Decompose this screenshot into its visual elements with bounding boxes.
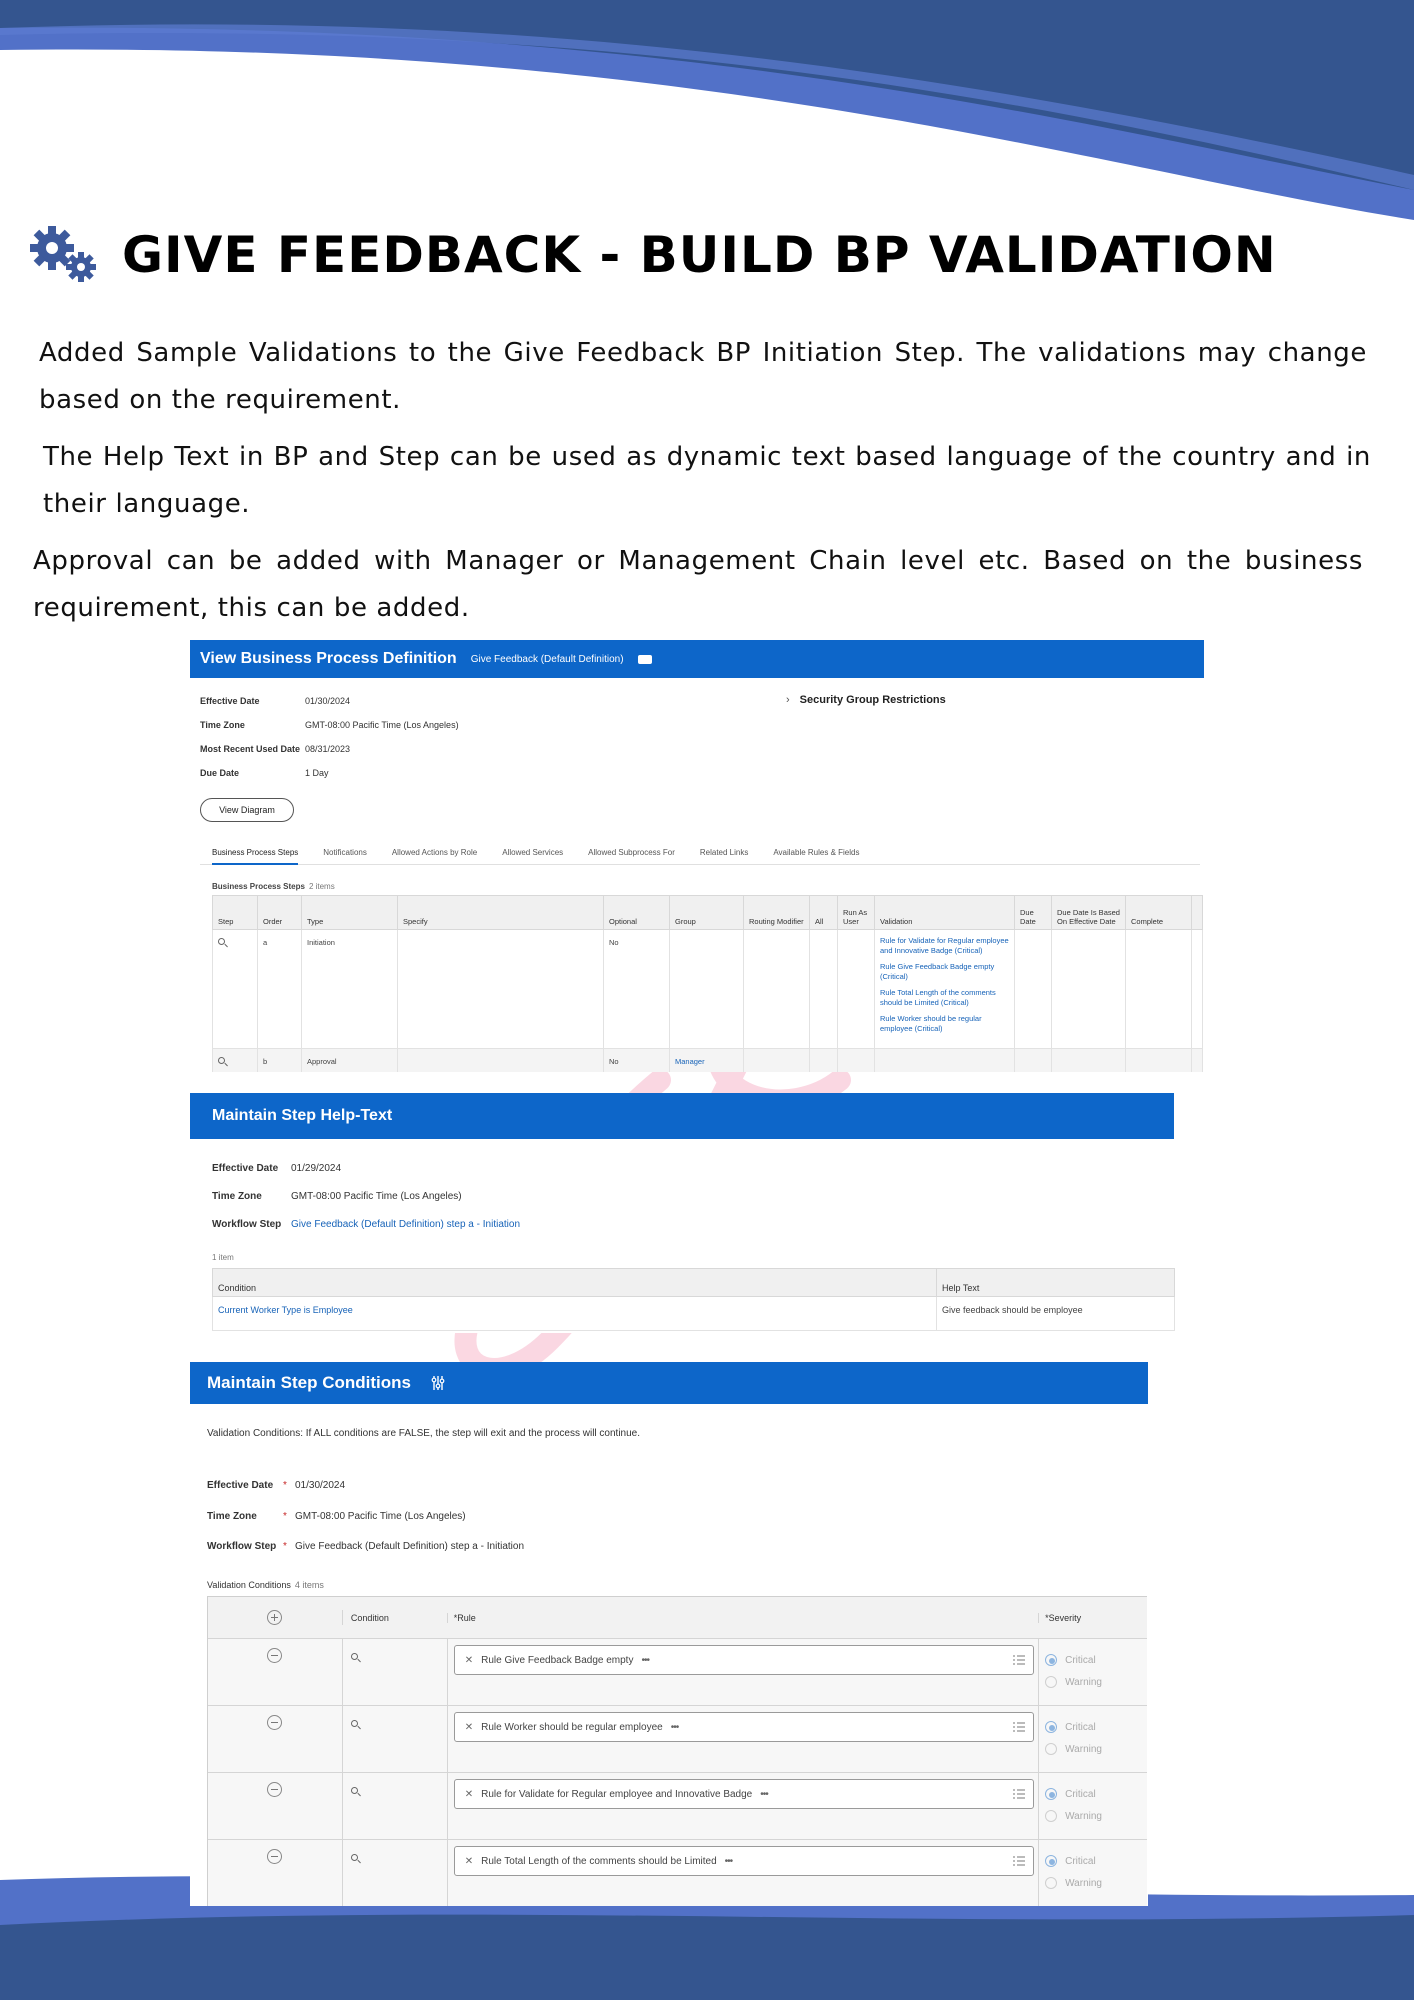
validation-rule-link[interactable]: Rule Give Feedback Badge empty (Critical) bbox=[880, 962, 995, 981]
col-routing-modifier: Routing Modifier bbox=[744, 896, 810, 930]
table-row bbox=[208, 1639, 1147, 1706]
severity-critical-radio[interactable]: Critical bbox=[1045, 1850, 1147, 1872]
close-icon[interactable]: ✕ bbox=[464, 1855, 474, 1867]
col-group: Group bbox=[670, 896, 744, 930]
search-icon[interactable] bbox=[351, 1854, 358, 1861]
table-row bbox=[208, 1840, 1147, 1906]
security-group-restrictions-link[interactable]: › Security Group Restrictions bbox=[786, 694, 946, 706]
top-wave-banner bbox=[0, 0, 1414, 240]
bp-definition-subtitle: Give Feedback (Default Definition) bbox=[470, 653, 624, 665]
col-help-text: Help Text bbox=[937, 1269, 1175, 1297]
condition-link[interactable]: Current Worker Type is Employee bbox=[213, 1297, 937, 1331]
col-due-date: Due Date bbox=[1015, 896, 1052, 930]
more-icon: ••• bbox=[724, 1855, 733, 1867]
col-complete: Complete bbox=[1126, 896, 1192, 930]
tab-allowed-services[interactable]: Allowed Services bbox=[502, 848, 564, 857]
remove-row-icon[interactable] bbox=[267, 1782, 282, 1797]
severity-warning-radio[interactable]: Warning bbox=[1045, 1738, 1147, 1760]
bp-steps-table bbox=[212, 895, 1203, 1072]
table-row bbox=[213, 1297, 1175, 1331]
tab-related-links[interactable]: Related Links bbox=[699, 848, 749, 857]
gears-icon bbox=[26, 222, 102, 288]
tab-business-process-steps[interactable]: Business Process Steps bbox=[212, 845, 298, 865]
table-row bbox=[208, 1706, 1147, 1773]
rule-selector[interactable]: ✕ Rule Total Length of the comments should be Limited ••• bbox=[454, 1846, 1034, 1876]
table-header-row bbox=[213, 1269, 1175, 1297]
tab-allowed-subprocess-for[interactable]: Allowed Subprocess For bbox=[588, 848, 675, 857]
tab-available-rules-fields[interactable]: Available Rules & Fields bbox=[773, 848, 860, 857]
remove-row-icon[interactable] bbox=[267, 1648, 282, 1663]
page-title: GIVE FEEDBACK - BUILD BP VALIDATION bbox=[122, 226, 1277, 284]
more-icon: ••• bbox=[641, 1654, 649, 1666]
validation-rule-link[interactable]: Rule Worker should be regular employee (Critical) bbox=[880, 1014, 982, 1033]
table-header-row bbox=[208, 1597, 1147, 1639]
close-icon[interactable]: ✕ bbox=[464, 1654, 474, 1666]
more-icon: ••• bbox=[670, 1721, 679, 1733]
search-icon[interactable] bbox=[218, 938, 225, 945]
list-icon bbox=[1013, 1789, 1025, 1799]
table-header-row bbox=[213, 896, 1203, 930]
validation-note: Validation Conditions: If ALL conditions are FALSE, the step will exit and the process will continue. bbox=[207, 1428, 641, 1439]
bp-definition-title: View Business Process Definition bbox=[200, 650, 457, 667]
steps-section-label: Business Process Steps 2 items bbox=[212, 882, 335, 891]
search-icon[interactable] bbox=[218, 1057, 225, 1064]
title-row bbox=[26, 222, 1277, 288]
sliders-icon[interactable] bbox=[431, 1375, 445, 1391]
col-specify: Specify bbox=[398, 896, 604, 930]
col-type: Type bbox=[302, 896, 398, 930]
close-icon[interactable]: ✕ bbox=[464, 1721, 474, 1733]
search-icon[interactable] bbox=[351, 1787, 358, 1794]
validation-rule-link[interactable]: Rule for Validate for Regular employee and Innovative Badge (Critical) bbox=[880, 936, 1009, 955]
validation-cell bbox=[875, 930, 1015, 1049]
intro-paragraph-3: Approval can be added with Manager or Management Chain level etc. Based on the business requirement, this can be added. bbox=[33, 546, 1363, 623]
severity-warning-radio[interactable]: Warning bbox=[1045, 1805, 1147, 1827]
col-severity: *Severity bbox=[1045, 1612, 1082, 1623]
help-text-screenshot: Maintain Step Help-Text Effective Date 01/29/2024 Time Zone GMT-08:00 Pacific Time (Los Angeles) Workflow Step Give Feedback (Default Definition) step a - Initiation 1 item Condition Help Text Current Worker Type is Employee Give feedback should be employee bbox=[190, 1093, 1174, 1333]
col-validation: Validation bbox=[875, 896, 1015, 930]
search-icon[interactable] bbox=[351, 1720, 358, 1727]
col-run-as-user: Run As User bbox=[838, 896, 875, 930]
more-actions-icon[interactable] bbox=[638, 655, 652, 664]
rule-selector[interactable]: ✕ Rule Give Feedback Badge empty ••• bbox=[454, 1645, 1034, 1675]
close-icon[interactable]: ✕ bbox=[464, 1788, 474, 1800]
group-manager-link[interactable]: Manager bbox=[670, 1049, 744, 1073]
validation-rule-link[interactable]: Rule Total Length of the comments should be Limited (Critical) bbox=[880, 988, 996, 1007]
view-diagram-button[interactable]: View Diagram bbox=[200, 798, 294, 822]
list-icon bbox=[1013, 1655, 1025, 1665]
rule-selector[interactable]: ✕ Rule Worker should be regular employee ••• bbox=[454, 1712, 1034, 1742]
help-text-title: Maintain Step Help-Text bbox=[212, 1107, 393, 1124]
severity-critical-radio[interactable]: Critical bbox=[1045, 1649, 1147, 1671]
remove-row-icon[interactable] bbox=[267, 1715, 282, 1730]
col-rule: *Rule bbox=[448, 1613, 1039, 1623]
step-conditions-screenshot: Maintain Step Conditions Validation Conditions: If ALL conditions are FALSE, the step will exit and the process will continue. Effective Date * 01/30/2024 Time Zone * GMT-08:00 Pacific Time (Los Angeles) Workflow Step * Give Feedback (Default Definition) step a - Initiation Validation Conditions 4 items Condition *Rule *Severity ✕ Rule Give Feedback Badge empty ••• Critical Warning ✕ Rule Worker should be regular employee ••• Critical Warning ✕ Rule for Validate for Regular employee and Innovative Badge ••• Critical Warning ✕ Rule Total Length of the comments should be Limited ••• Critical Warning bbox=[190, 1362, 1148, 1906]
help-text-table bbox=[212, 1268, 1175, 1331]
col-order: Order bbox=[258, 896, 302, 930]
add-row-icon[interactable] bbox=[267, 1610, 282, 1625]
col-optional: Optional bbox=[604, 896, 670, 930]
intro-paragraph-1: Added Sample Validations to the Give Feedback BP Initiation Step. The validations may change based on the requirement. bbox=[39, 338, 1367, 415]
help-text-header bbox=[190, 1093, 1174, 1139]
tab-allowed-actions-by-role[interactable]: Allowed Actions by Role bbox=[391, 848, 478, 857]
severity-warning-radio[interactable]: Warning bbox=[1045, 1671, 1147, 1693]
step-conditions-title: Maintain Step Conditions bbox=[207, 1373, 411, 1392]
intro-paragraph-2: The Help Text in BP and Step can be used as dynamic text based language of the country and in their language. bbox=[43, 442, 1371, 519]
bp-definition-header bbox=[190, 640, 1204, 678]
col-step: Step bbox=[213, 896, 258, 930]
severity-warning-radio[interactable]: Warning bbox=[1045, 1872, 1147, 1894]
col-condition: Condition bbox=[343, 1613, 448, 1623]
table-row bbox=[208, 1773, 1147, 1840]
tab-notifications[interactable]: Notifications bbox=[323, 848, 367, 857]
severity-critical-radio[interactable]: Critical bbox=[1045, 1716, 1147, 1738]
search-icon[interactable] bbox=[351, 1653, 358, 1660]
help-text-value: Give feedback should be employee bbox=[937, 1297, 1175, 1331]
remove-row-icon[interactable] bbox=[267, 1849, 282, 1864]
table-row: b Approval No Manager bbox=[213, 1049, 1203, 1073]
bp-tabs bbox=[200, 845, 1200, 865]
step-conditions-header bbox=[190, 1362, 1148, 1404]
validation-conditions-label: Validation Conditions 4 items bbox=[207, 1580, 324, 1590]
more-icon: ••• bbox=[760, 1788, 768, 1800]
table-row: a Initiation No Rule for Validate for Regular employee and Innovative Badge (Critical) Rule Give Feedback Badge empty (Critical) Rule Total Length of the comments should be Limited (Critical) Rule Worker should be regular employee (Critical) bbox=[213, 930, 1203, 1049]
col-condition: Condition bbox=[213, 1269, 937, 1297]
bp-definition-screenshot: View Business Process Definition Give Feedback (Default Definition) ••• Effective Date 01/30/2024 Time Zone GMT-08:00 Pacific Time (Los Angeles) Most Recent Used Date 08/31/2023 Due Date 1 Day › Security Group Restrictions View Diagram Business Process Steps Notifications Allowed Actions by Role Allowed Services Allowed Subprocess For Related Links Available Rules & Fields Business Process Steps 2 items Step Order Type Specify Optional Group Routing Modifier All Run As User Validation Due Date Due Date Is Based On Effective Date Complete a Initiation No Rule for Validate for Regular employee and Innovative Badge (Critical) Rule Give Feedback Badge empty (Critical) Rule Total Length of the comments should be Limited (Critical) Rule Worker should be regular employee (Critical) b Approval No Manager bbox=[190, 640, 1204, 1072]
col-all: All bbox=[810, 896, 838, 930]
chevron-right-icon: › bbox=[786, 694, 790, 706]
help-text-count: 1 item bbox=[212, 1253, 234, 1262]
list-icon bbox=[1013, 1722, 1025, 1732]
validation-conditions-table bbox=[207, 1596, 1147, 1906]
list-icon bbox=[1013, 1856, 1025, 1866]
col-due-date-effective: Due Date Is Based On Effective Date bbox=[1052, 896, 1126, 930]
rule-selector[interactable]: ✕ Rule for Validate for Regular employee and Innovative Badge ••• bbox=[454, 1779, 1034, 1809]
severity-critical-radio[interactable]: Critical bbox=[1045, 1783, 1147, 1805]
